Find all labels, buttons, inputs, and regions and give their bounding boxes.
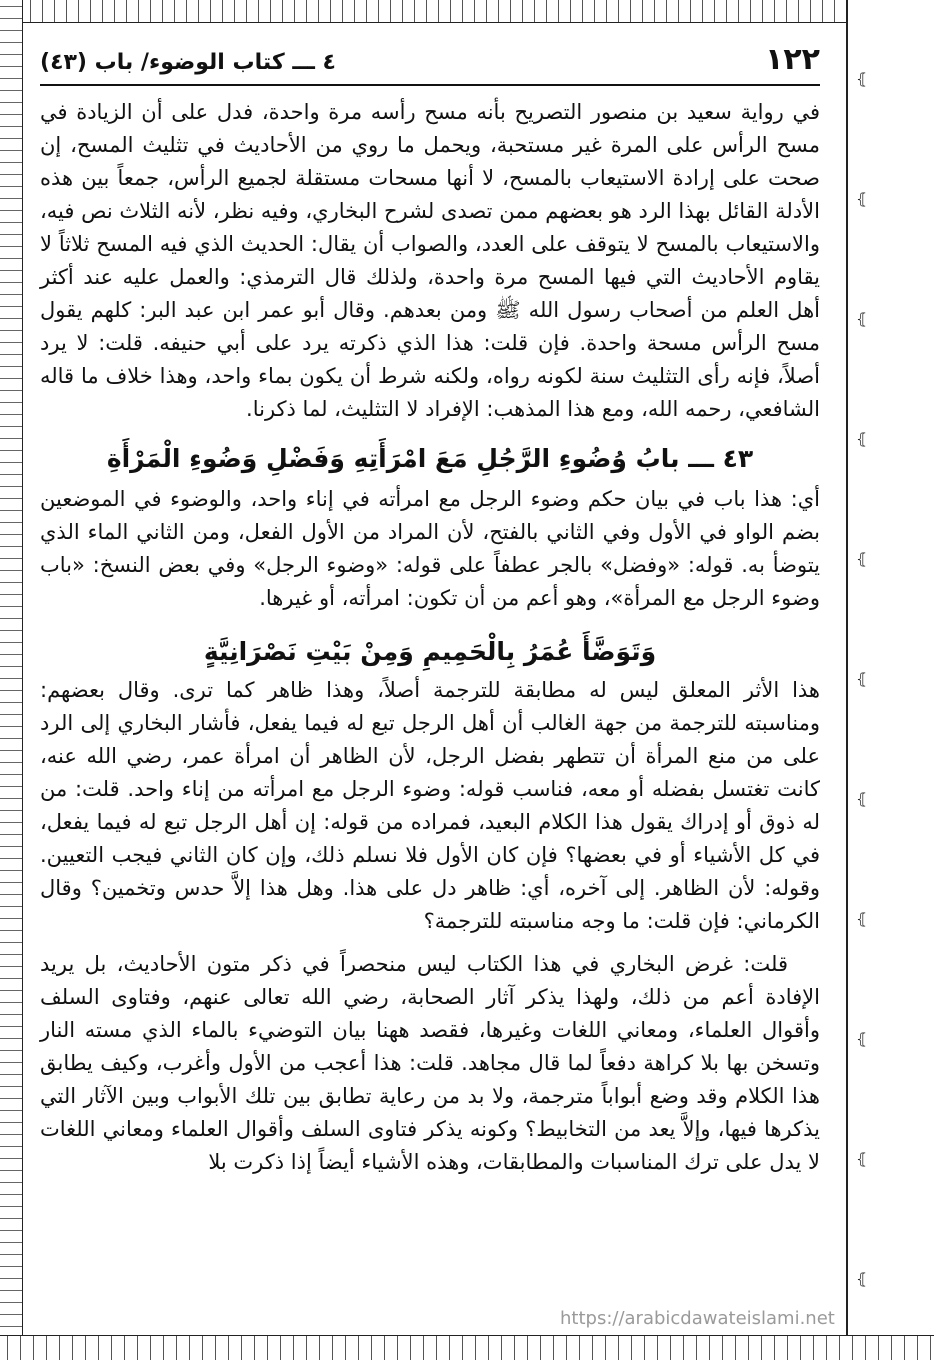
border-ornament: ⦃ [856, 1030, 868, 1048]
border-ornament: ⦃ [856, 790, 868, 808]
commentary-paragraph: أي: هذا باب في بيان حكم وضوء الرجل مع امرأته في إناء واحد، والوضوء في الموضعين بضم الواو في الأول وفي الثاني بالفتح، لأن المراد من الأول الفعل، ومن الثاني الماء الذي يتوضأ به. قوله: «وفضل» بالجر عطفاً على قوله: «وضوء الرجل» وفي بعض النسخ: «باب وضوء الرجل مع المرأة»، وهو أعم من أن تكون: امرأته، أو غيرها. [40, 487, 820, 610]
top-ornamental-border [0, 0, 934, 23]
border-ornament: ⦃ [856, 910, 868, 928]
border-ornament: ⦃ [856, 670, 868, 688]
border-ornament: ⦃ [856, 1150, 868, 1168]
book-page [40, 40, 820, 1330]
bottom-ornamental-border [0, 1335, 934, 1360]
border-ornament: ⦃ [856, 190, 868, 208]
page-number: ١٢٢ [765, 42, 820, 77]
border-ornament: ⦃ [856, 430, 868, 448]
border-ornament: ⦃ [856, 70, 868, 88]
page-header [40, 40, 820, 86]
border-ornament: ⦃ [856, 1270, 868, 1288]
running-title: ٤ ـــ كتاب الوضوء/ باب (٤٣) [40, 50, 336, 75]
commentary-paragraph: هذا الأثر المعلق ليس له مطابقة للترجمة أصلاً، وهذا ظاهر كما ترى. وقال بعضهم: ومناسبته للترجمة من جهة الغالب أن أهل الرجل تبع له فيما يفعل، فأشار البخاري إلى الرد على من منع المرأة أن تتطهر بفضل الرجل، لأن الظاهر أن امرأة عمر، رضي الله عنه، كانت تغتسل بفضله أو معه، فناسب قوله: وضوء الرجل مع امرأته من إناء واحد. قلت: من له ذوق أو إدراك يقول هذا الكلام البعيد، فمراده من قوله: إن أهل الرجل تبع له فيما يفعل، في كل الأشياء أو في بعضها؟ فإن كان الأول فلا نسلم ذلك، وإن كان الثاني فيجب التعيين. وقوله: لأن الظاهر. إلى آخره، أي: ظاهر دل على هذا. وهل هذا إلاَّ حدس وتخمين؟ وقال الكرماني: فإن قلت: ما وجه مناسبته للترجمة؟ [40, 678, 820, 933]
hadith-quote-heading: وَتَوَضَّأَ عُمَرُ بِالْحَمِيمِ وَمِنْ بَيْتِ نَصْرَانِيَّةٍ [203, 637, 657, 666]
chapter-heading: ٤٣ ـــ بابُ وُضُوءِ الرَّجُلِ مَعَ امْرَأَتِهِ وَفَضْلِ وَضُوءِ الْمَرْأَةِ [106, 444, 754, 473]
commentary-paragraph: في رواية سعيد بن منصور التصريح بأنه مسح رأسه مرة واحدة، فدل على أن الزيادة في مسح الرأس على المرة غير مستحبة، ويحمل ما روي من الأحاديث في تثليث المسح، إن صحت على إرادة الاستيعاب بالمسح، لا أنها مسحات مستقلة لجميع الرأس، جمعاً بين هذه الأدلة القائل بهذا الرد هو بعضهم ممن تصدى لشرح البخاري، وفيه نظر، لأنه الثلاث نص فيه، والاستيعاب بالمسح لا يتوقف على العدد، والصواب أن يقال: الحديث الذي فيه المسح ثلاثاً لا يقاوم الأحاديث التي فيها المسح مرة واحدة، ولذلك قال الترمذي: والعمل عليه عند أكثر أهل العلم من أصحاب رسول الله ﷺ ومن بعدهم. وقال أبو عمر ابن عبد البر: كلهم يقول مسح الرأس مسحة واحدة. فإن قلت: هذا الذي ذكرته يرد على أبي حنيفه. قلت: لا يرد أصلاً، فإنه رأى التثليث سنة لكونه رواه، ولكنه شرط أن يكون بماء واحد، وهذا خلاف ما قاله الشافعي، رحمه الله، ومع هذا المذهب: الإفراد لا التثليث، لما ذكرنا. [40, 100, 820, 421]
border-ornament: ⦃ [856, 310, 868, 328]
left-ornamental-border [0, 0, 23, 1360]
watermark-url: https://arabicdawateislami.net [560, 1308, 835, 1329]
right-ornamental-border [846, 0, 934, 1360]
border-ornament: ⦃ [856, 550, 868, 568]
commentary-paragraph: قلت: غرض البخاري في هذا الكتاب ليس منحصراً في ذكر متون الأحاديث، بل يريد الإفادة أعم من ذلك، ولهذا يذكر آثار الصحابة، رضي الله تعالى عنهم، وفتاوى السلف وأقوال العلماء، ومعاني اللغات وغيرها، فقصد ههنا بيان التوضيء بالماء الذي مسته النار وتسخن بها بلا كراهة دفعاً لما قال مجاهد. قلت: هذا أعجب من الأول وأغرب، وكيف يطابق هذا الكلام وقد وضع أبواباً مترجمة، ولا بد من رعاية تطابق بين تلك الأبواب وبين الآثار التي يذكرها فيها، وإلاَّ يعد من التخابيط؟ وكونه يذكر فتاوى السلف وأقوال العلماء ومعاني اللغات لا يدل على ترك المناسبات والمطابقات، وهذه الأشياء أيضاً إذا ذكرت بلا [40, 952, 820, 1174]
